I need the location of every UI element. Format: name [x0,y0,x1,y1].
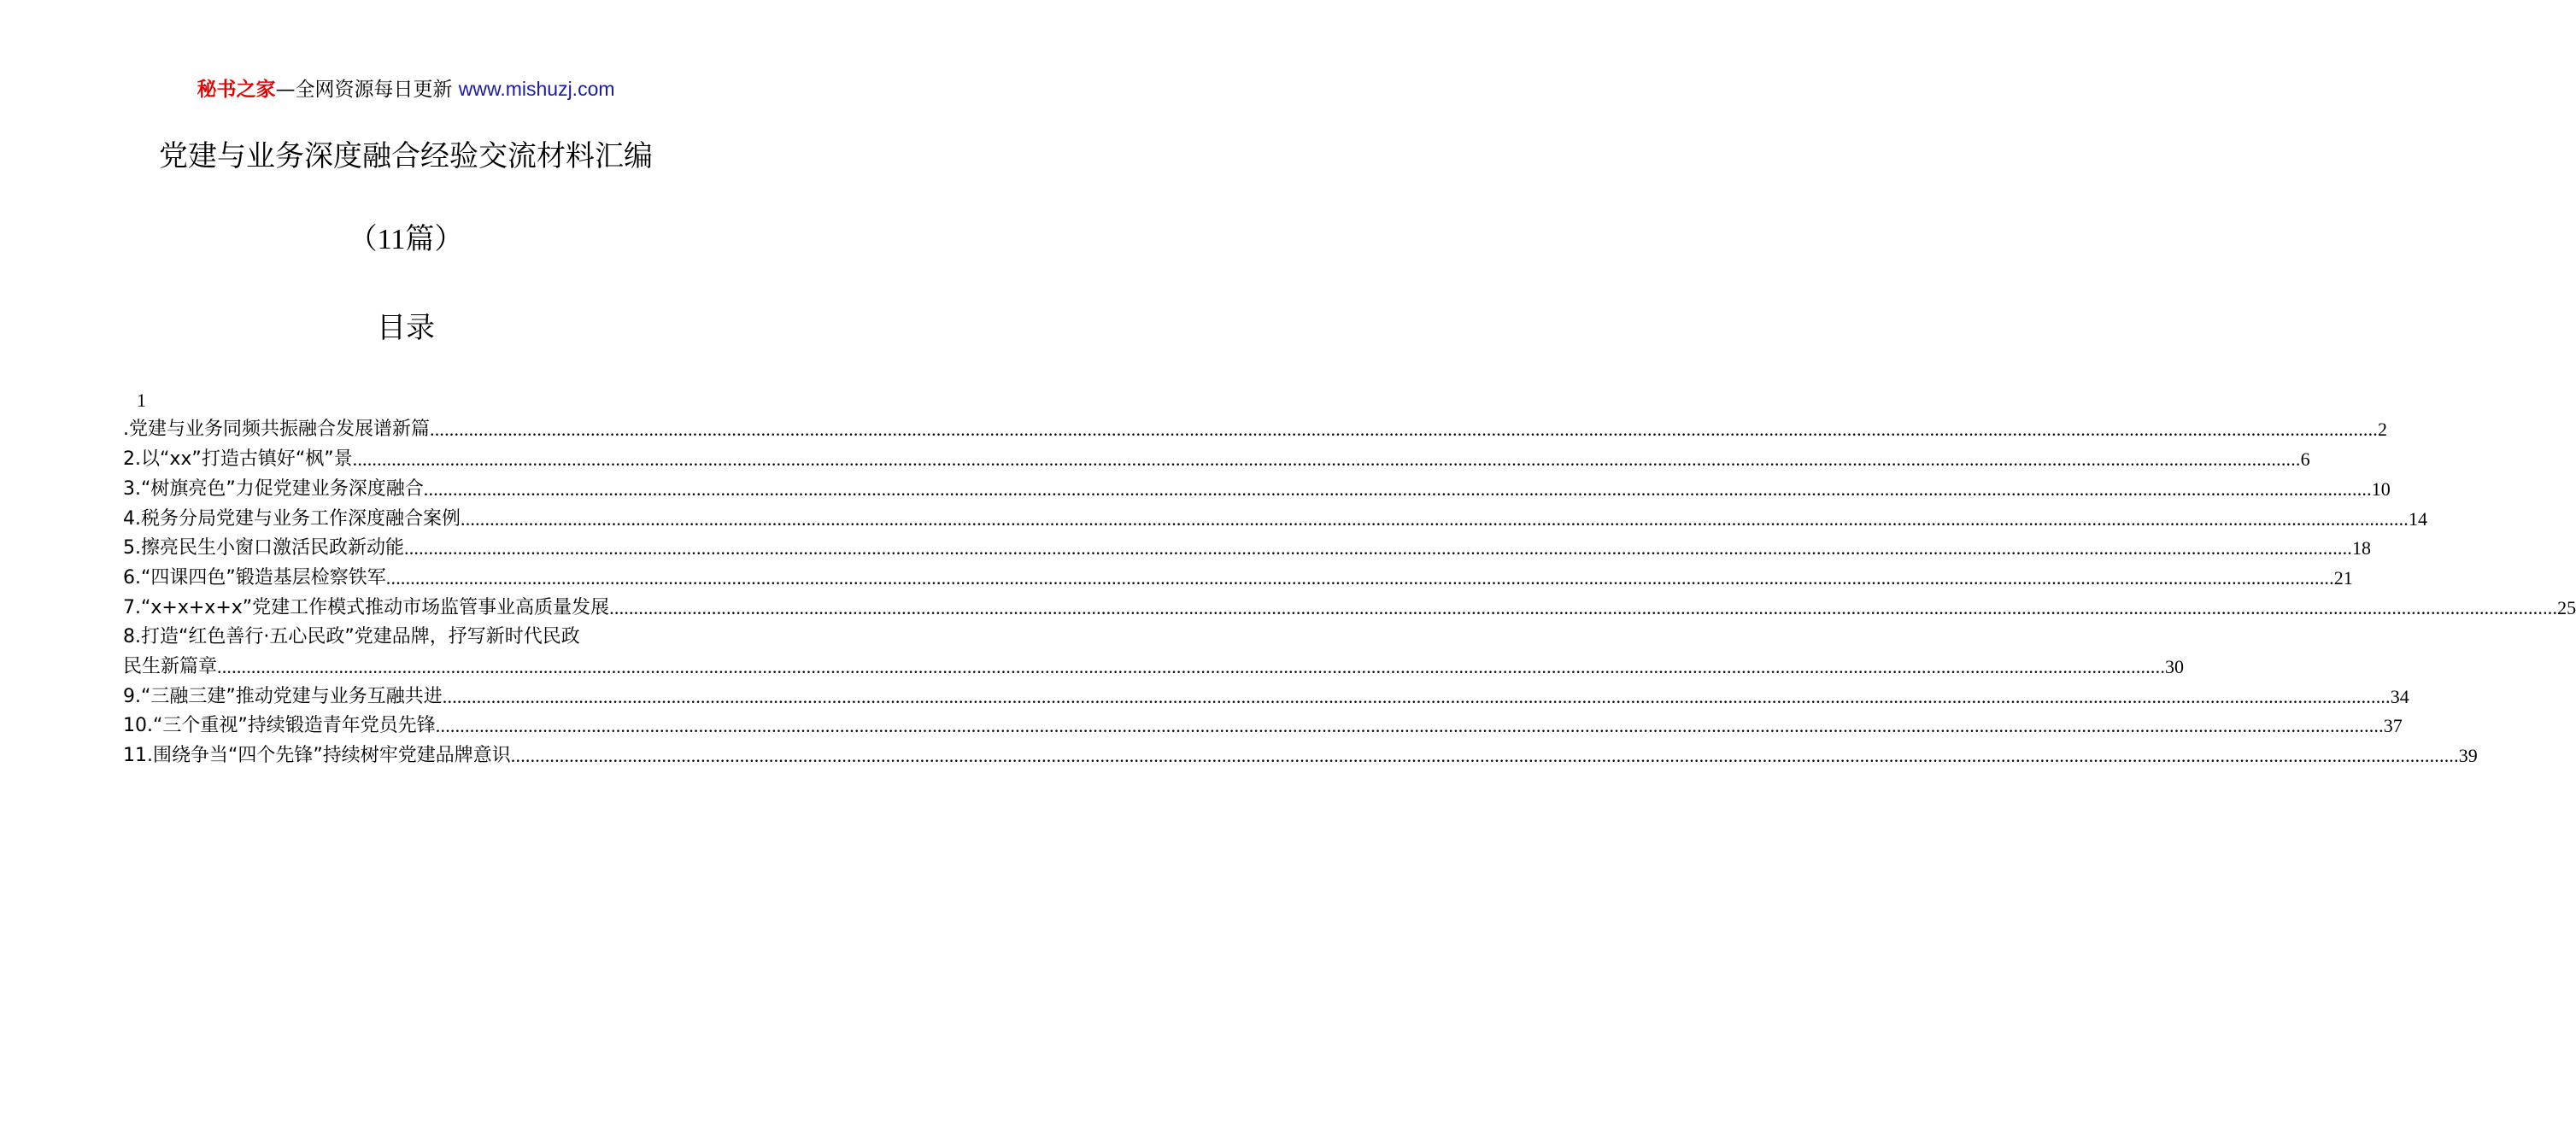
site-url-link[interactable]: www.mishuzj.com [458,78,615,100]
toc-leader-dots: ................................................................................................................................................................................................................................................................................................................................................................................................................ [510,745,2459,767]
toc-page-number: 2 [2378,419,2387,441]
toc-entry-title: 2.以“xx”打造古镇好“枫”景 [123,448,353,471]
toc-page-number: 34 [2390,685,2409,707]
toc-entry-title: .党建与业务同频共振融合发展谱新篇 [123,419,430,441]
toc-entry-title-continued: 民生新篇章 [123,655,218,677]
toc-page-number: 14 [2409,507,2427,530]
toc-leader-dots: ................................................................................................................................................................................................................................................................................................................................................................................................................ [430,419,2378,441]
toc-entry[interactable] [123,564,2353,594]
toc-entry[interactable] [123,623,689,653]
toc-entry-title: 4.税务分局党建与业务工作深度融合案例 [123,507,461,530]
toc-entry[interactable] [123,445,2310,475]
toc-leader-dots: ................................................................................................................................................................................................................................................................................................................................................................................................................ [352,448,2301,471]
toc-entry[interactable] [123,475,2391,505]
toc-entry[interactable] [123,416,2387,446]
toc-page-number: 18 [2352,537,2371,559]
toc-lead-number: 1 [137,390,146,411]
subtitle-unit: 篇 [405,222,435,256]
toc-entry[interactable] [123,505,2427,535]
toc-entry[interactable] [123,534,2371,564]
site-banner [0,75,812,103]
toc-entry-title: 7.“x+x+x+x”党建工作模式推动市场监管事业高质量发展 [123,596,610,618]
subtitle-count: 11 [377,224,406,255]
toc-page-number: 21 [2333,566,2353,589]
document-title: 党建与业务深度融合经验交流材料汇编 [159,139,653,173]
toc-entry[interactable] [123,712,2403,741]
toc-page-number: 30 [2165,655,2185,677]
site-brand: 秘书之家 [197,79,276,101]
toc-entry[interactable] [123,741,2478,771]
toc-entry-title: 3.“树旗亮色”力促党建业务深度融合 [123,477,424,500]
toc-page-number: 10 [2371,477,2391,500]
toc-entry-continuation[interactable] [123,653,2185,682]
toc-page-number: 6 [2300,448,2310,471]
site-tagline: —全网资源每日更新 [275,79,453,101]
subtitle-close-paren: ） [434,222,464,256]
subtitle-open-paren: （ [348,222,378,256]
toc-leader-dots: ................................................................................................................................................................................................................................................................................................................................................................................................................ [423,477,2372,500]
toc-leader-dots: ................................................................................................................................................................................................................................................................................................................................................................................................................ [442,685,2391,707]
toc-heading: 目录 [377,311,435,345]
toc-leader-dots: ................................................................................................................................................................................................................................................................................................................................................................................................................ [385,566,2334,589]
toc-entry-title: 8.打造“红色善行·五心民政”党建品牌，抒写新时代民政 [123,626,580,648]
toc-leader-dots: ................................................................................................................................................................................................................................................................................................................................................................................................................ [461,507,2409,530]
toc-leader-dots: ................................................................................................................................................................................................................................................................................................................................................................................................................ [435,715,2384,737]
toc-leader-dots: ................................................................................................................................................................................................................................................................................................................................................................................................................ [609,596,2558,618]
toc-entry-title: 9.“三融三建”推动党建与业务互融共进 [123,685,443,707]
toc-entry-title: 6.“四课四色”锻造基层检察铁军 [123,566,386,589]
toc-leader-dots: ................................................................................................................................................................................................................................................................................................................................................................................................................ [217,655,2166,677]
toc-entry[interactable] [123,682,2409,712]
toc-entry[interactable] [123,594,2576,624]
toc-page-number: 25 [2557,596,2576,618]
toc-entry-title: 5.擦亮民生小窗口激活民政新动能 [123,537,404,559]
toc-page-number: 39 [2458,745,2478,767]
table-of-contents [123,386,2576,771]
document-subtitle [0,220,812,260]
toc-leader-dots: ................................................................................................................................................................................................................................................................................................................................................................................................................ [404,537,2352,559]
toc-entry-title: 10.“三个重视”持续锻造青年党员先锋 [123,715,436,737]
toc-entry-title: 11.围绕争当“四个先锋”持续树牢党建品牌意识 [123,745,511,767]
toc-page-number: 37 [2383,715,2403,737]
